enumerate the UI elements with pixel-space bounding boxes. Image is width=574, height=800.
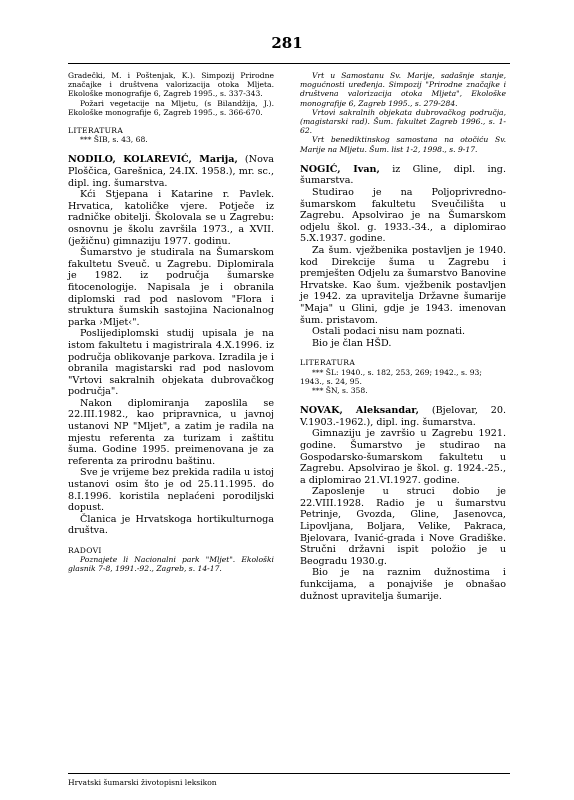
entry-paragraph: Bio je član HŠD. [312,337,392,349]
works-reference-text: Vrt benediktinskog samostana na otočiću Sv. Marije na Mljetu. Šum. list 1-2, 1998., s. 9-17. [300,135,506,154]
literature-reference: *** ŠIB, s. 43, 68. [80,135,148,145]
works-reference-text: Vrt u Samostanu Sv. Marije, sadašnje stanje, mogućnosti uređenja. Simpozij "Prirodne značajke i društvena valorizacija otoka Mljeta", Ekološke monografije 6, Zagreb 1995., s. 279-284. [300,71,506,108]
entry-paragraph: Gimnaziju je završio u Zagrebu 1921. godine. Šumarstvo je studirao na Gospodarsko-šumarskom fakultetu u Zagrebu. Apsolvirao je škol. g. 1924.-25., a diplomirao 21.VI.1927. godine. [300,428,506,486]
reference-entry: Požari vegetacije na Mljetu, (s Bilandžija, J.). Ekološke monografije 6, Zagreb 1995., s. 366-670. [68,98,274,117]
entry-paragraph: Bio je na raznim dužnostima i funkcijama, a ponajviše je obnašao dužnost upravitelja šumarije. [300,567,506,602]
entry-paragraph: Ostali podaci nisu nam poznati. [312,326,466,338]
entry-paragraph: Poslijediplomski studij upisala je na istom fakultetu i magistrirala 4.X.1996. iz područja oblikovanje parkova. Izradila je i obranila magistarski rad pod naslovom "Vrtovi sakralnih objekata dubrovačkog područja". [68,328,274,398]
entry-paragraph: Studirao je na Poljoprivredno-šumarskom fakultetu Sveučilišta u Zagrebu. Apsolvirao je na Šumarskom odjelu škol. g. 1933.-34., a diplomirao 5.X.1937. godine. [300,187,506,245]
entry-details: (Bjelovar, 20. V.1903.-1962.), dipl. ing. šumarstva. [300,405,507,428]
footer-rule [68,773,510,774]
entry-novak [300,405,506,602]
literature-reference: *** ŠL: 1940., s. 182, 253, 269; 1942., s. 93; 1943., s. 24, 95. [300,367,482,386]
literature-heading: LITERATURA [68,126,124,136]
entry-nodilo [68,154,274,537]
entry-headline [300,164,506,187]
works-reference-text: Vrtovi sakralnih objekata dubrovačkog područja, (magistarski rad). Šum. fakultet Zagreb 1996., s. 1-62. [300,107,506,136]
works-reference [300,135,506,153]
literature-reference: *** ŠN, s. 358. [312,385,368,395]
entry-paragraph: Nakon diplomiranja zaposlila se 22.III.1982., kao pripravnica, u javnoj ustanovi NP "Mljet", a zatim je radila na mjestu referenta za turizam i zaštitu šuma. Godine 1995. preimenovana je za referenta za prirodnu baštinu. [68,397,274,467]
entry-paragraph: Članica je Hrvatskoga hortikulturnoga društva. [68,513,274,537]
works-reference [300,108,506,136]
entry-nogic [300,164,506,350]
header-rule [68,63,510,64]
literature-heading: LITERATURA [300,358,356,368]
reference-entry: Gradečki, M. i Poštenjak, K.). Simpozij Prirodne značajke i društvena valorizacija otoka Mljeta. Ekološke monografije 6, Zagreb 1995., s. 337-343. [68,71,274,99]
entry-name: NOVAK, Aleksandar, [300,405,419,417]
entry-paragraph: Šumarstvo je studirala na Šumarskom fakultetu Sveuč. u Zagrebu. Diplomirala je 1982. iz područja šumarske fitocenologije. Napisala je i obranila diplomski rad pod naslovom "Flora i struktura šumskih sastojina Nacionalnog parka ›Mljet‹". [68,247,274,328]
entry-name: NOGIĆ, Ivan, [300,163,380,175]
entry-paragraph: Kći Stjepana i Katarine r. Pavlek. Hrvatica, katoličke vjere. Potječe iz radničke obitelji. Školovala se u Zagrebu: osnovnu je školu završila 1973., a XVII. (ježičnu) gimnaziju 1977. godinu. [68,189,274,247]
left-column [68,71,274,574]
right-column [300,71,506,602]
entry-paragraph: Zaposlenje u struci dobio je 22.VIII.1928. Radio je u šumarstvu Petrinje, Gvozda, Gline, Jasenovca, Lipovljana, Boljara, Velike, Pakraca, Bjelovara, Ivanić-grada i Nove Gradiške. Stručni državni ispit položio je u Beogradu 1930.g. [300,486,506,567]
works-reference [300,71,506,108]
works-reference-text: Poznajete li Nacionalni park "Mljet". Ekološki glasnik 7-8, 1991.-92., Zagreb, s. 14-17. [68,555,274,574]
entry-details: (Nova Ploščica, Garešnica, 24.IX. 1958.), mr. sc., dipl. ing. šumarstva. [68,154,274,189]
page-number: 281 [271,34,303,52]
page-footer: Hrvatski šumarski životopisni leksikon [68,778,217,787]
entry-paragraph: Za šum. vježbenika postavljen je 1940. kod Direkcije šuma u Zagrebu i premješten Odjelu za šumarstvo Banovine Hrvatske. Kao šum. vježbenik postavljen je 1942. za upravitelja Državne šumarije "Maja" u Glini, gdje je 1943. imenovan šum. pristavom. [300,244,506,326]
entry-headline [300,405,506,428]
entry-headline [68,154,274,189]
entry-paragraph: Sve je vrijeme bez prekida radila u istoj ustanovi osim što je od 25.11.1995. do 8.I.1996. koristila neplaćeni porodiljski dopust. [68,467,274,514]
entry-details: iz Gline, dipl. ing. šumarstva. [300,163,506,187]
entry-name: NODILO, KOLAREVIĆ, Marija, [68,154,238,166]
works-heading: RADOVI [68,546,102,556]
works-reference [68,555,274,573]
